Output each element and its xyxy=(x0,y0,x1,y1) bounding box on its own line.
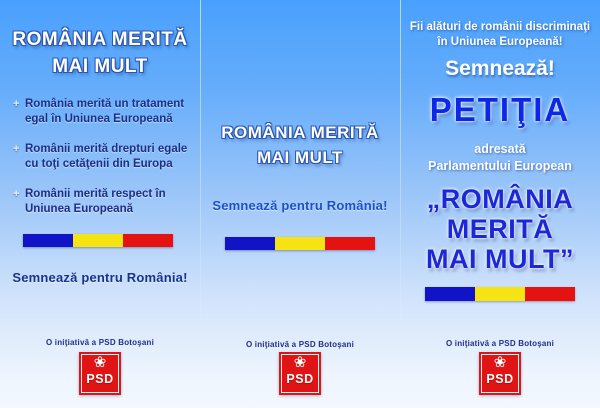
right-petition-title: PETIŢIA xyxy=(429,91,571,128)
psd-logo xyxy=(479,352,521,395)
bullet-text: Românii merită respect în Uniunea Europeană xyxy=(25,188,166,215)
flag-red-band xyxy=(123,234,173,247)
right-addressed-line1: adresată xyxy=(474,142,526,156)
flag-yellow-band xyxy=(475,287,525,301)
psd-logo-label: PSD xyxy=(286,372,314,386)
bullet-text: Românii merită drepturi egale cu toţi cetăţenii din Europa xyxy=(25,143,188,170)
right-headline-line1: Fii alături de românii discriminaţi xyxy=(409,21,591,33)
plus-bullet-icon: + xyxy=(13,188,20,200)
middle-title-line1: ROMÂNIA MERITĂ xyxy=(221,123,379,142)
panel-middle xyxy=(200,0,400,408)
romanian-flag-stripe xyxy=(225,237,375,250)
psd-logo xyxy=(279,352,321,395)
plus-bullet-icon: + xyxy=(13,98,20,110)
left-bullet-list xyxy=(13,97,195,232)
plus-bullet-icon: + xyxy=(13,143,20,155)
right-footer-note: O iniţiativă a PSD Botoşani xyxy=(445,339,555,348)
right-headline xyxy=(400,20,600,50)
psd-rose-icon: ❀ xyxy=(293,354,307,371)
flag-blue-band xyxy=(225,237,275,250)
list-item xyxy=(13,97,195,127)
flag-yellow-band xyxy=(275,237,325,250)
left-title xyxy=(0,26,200,80)
middle-title-line2: MAI MULT xyxy=(257,148,343,167)
right-slogan-line3: MAI MULT” xyxy=(426,244,574,274)
psd-logo-label: PSD xyxy=(486,372,514,386)
left-title-line2: MAI MULT xyxy=(52,56,148,77)
flag-red-band xyxy=(325,237,375,250)
list-item xyxy=(13,142,195,172)
psd-logo-label: PSD xyxy=(86,372,114,386)
flag-blue-band xyxy=(425,287,475,301)
right-sign-text: Semnează! xyxy=(445,57,555,80)
bullet-text: România merită un tratament egal în Uniunea Europeană xyxy=(25,98,185,125)
middle-footer-note: O iniţiativă a PSD Botoşani xyxy=(245,340,355,349)
right-slogan-line1: „ROMÂNIA xyxy=(426,184,574,214)
left-cta-text: Semnează pentru România! xyxy=(12,270,188,285)
right-headline-line2: în Uniunea Europeană! xyxy=(437,36,563,48)
panel-left xyxy=(0,0,200,408)
right-slogan xyxy=(400,184,600,274)
flag-red-band xyxy=(525,287,575,301)
romanian-flag-stripe xyxy=(23,234,173,247)
flag-yellow-band xyxy=(73,234,123,247)
panel-right xyxy=(400,0,600,408)
right-addressed-text xyxy=(400,141,600,175)
psd-logo xyxy=(79,352,121,395)
psd-rose-icon: ❀ xyxy=(93,354,107,371)
left-footer-note: O iniţiativă a PSD Botoşani xyxy=(45,338,155,347)
right-addressed-line2: Parlamentului European xyxy=(428,159,572,173)
middle-title xyxy=(200,120,400,170)
left-title-line1: ROMÂNIA MERITĂ xyxy=(12,29,188,50)
list-item xyxy=(13,187,195,217)
romanian-flag-stripe xyxy=(425,287,575,301)
right-slogan-line2: MERITĂ xyxy=(446,214,554,244)
psd-rose-icon: ❀ xyxy=(493,354,507,371)
middle-cta-text: Semnează pentru România! xyxy=(212,198,388,213)
panel-divider xyxy=(200,0,201,408)
panel-divider xyxy=(400,0,401,408)
flag-blue-band xyxy=(23,234,73,247)
